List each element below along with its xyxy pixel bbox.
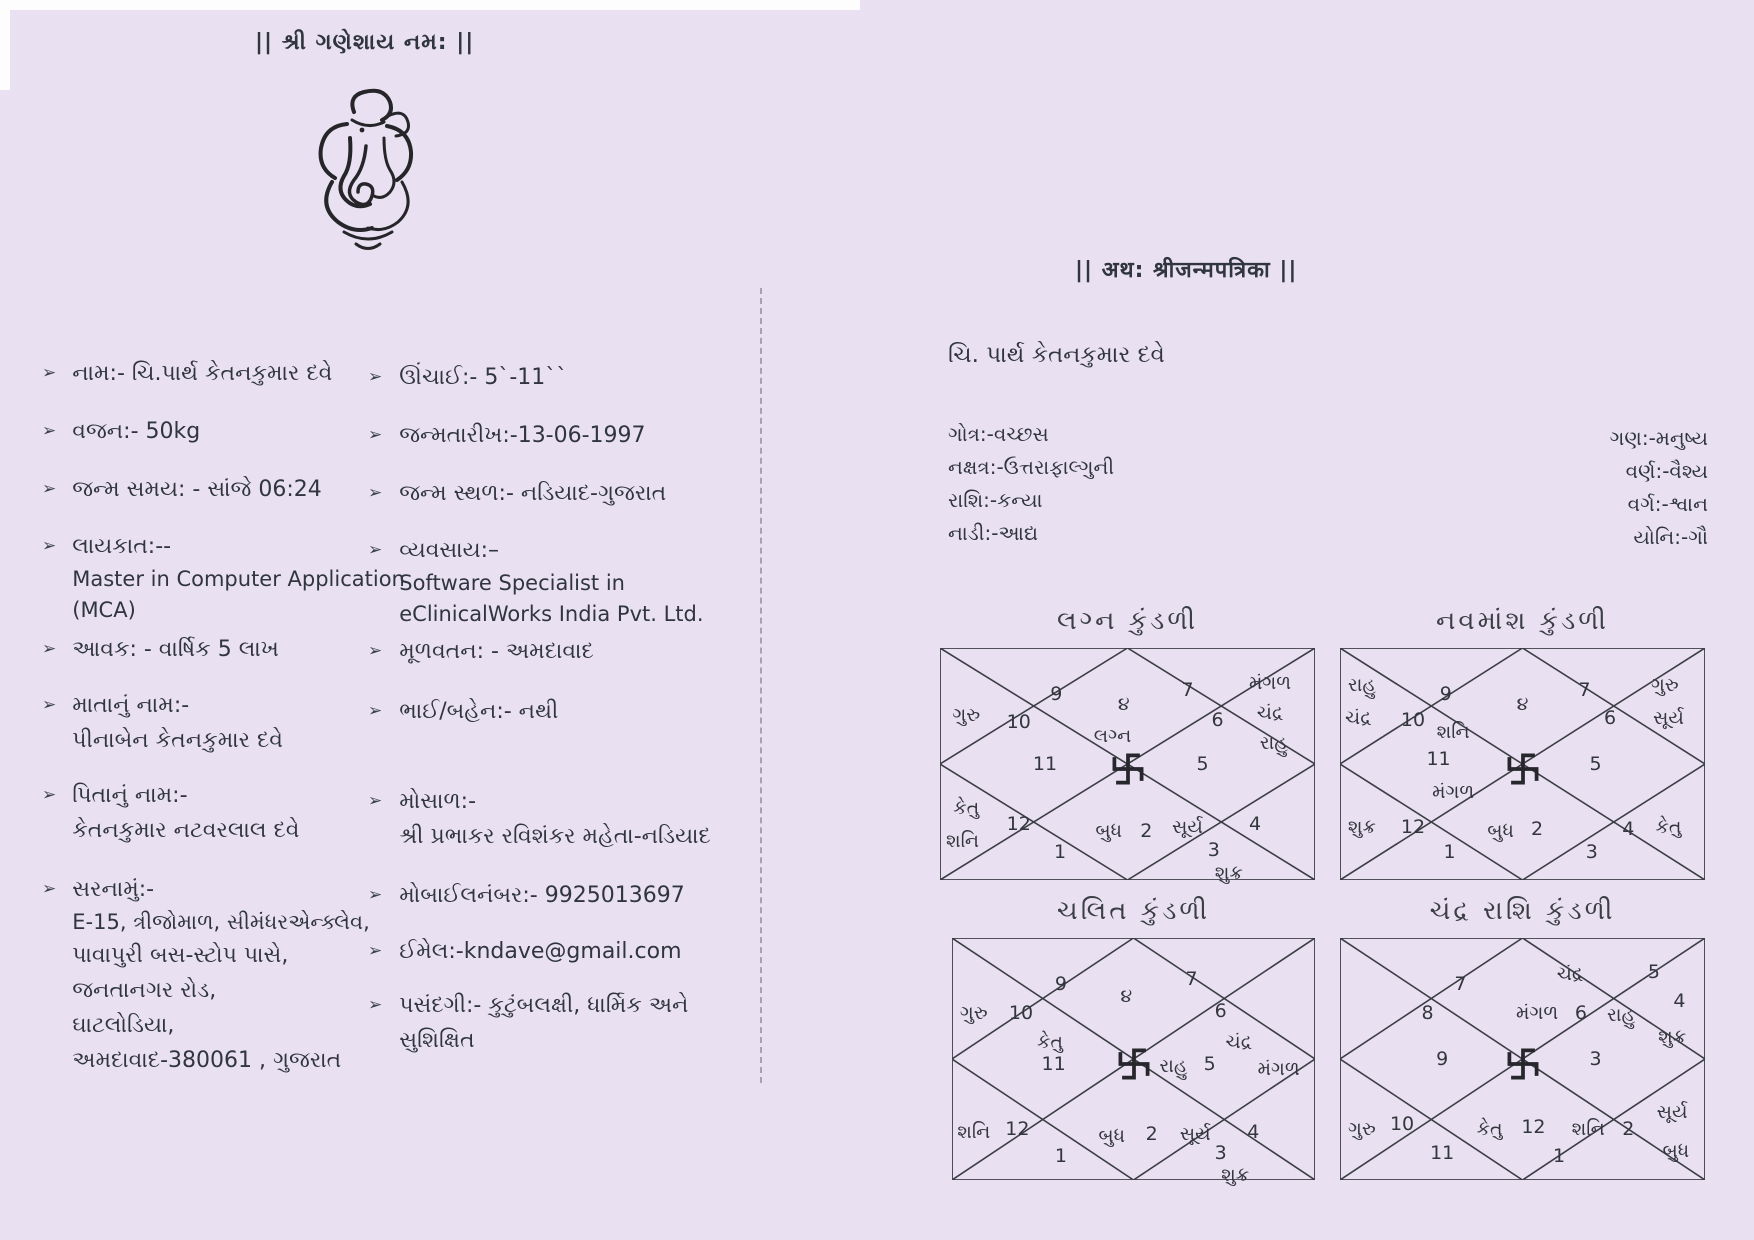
bullet-arrow-icon: ➢ <box>368 367 383 387</box>
bullet-line: મોબાઈલનંબર:- 9925013697 <box>399 883 685 908</box>
bullet-item <box>42 632 279 667</box>
column-divider-line <box>760 288 762 1083</box>
kundali-cell: 2 <box>1145 1123 1158 1146</box>
kundali-cell: 9 <box>1439 683 1452 706</box>
kundali-cell: ૪ <box>1117 692 1130 715</box>
kundali-cell: 10 <box>1400 708 1426 731</box>
kundali-cell: ચંદ્ર <box>1345 706 1372 729</box>
bullet-arrow-icon: ➢ <box>42 879 57 899</box>
horoscope-detail-line: નક્ષત્ર:-ઉત્તરાફાલ્ગુની <box>948 455 1115 479</box>
bullet-line: પિતાનું નામ:- <box>72 783 188 808</box>
kundali-cell: 10 <box>1389 1113 1415 1136</box>
bullet-item-lines <box>72 778 299 848</box>
kundali-cell: રાહુ <box>1347 674 1376 697</box>
bullet-item <box>368 634 594 669</box>
bullet-line: જનતાનગર રોડ, <box>72 978 217 1003</box>
kundali-cell: સૂર્ય <box>1179 1123 1211 1146</box>
kundali-cell: 1 <box>1443 841 1456 864</box>
bullet-arrow-icon: ➢ <box>42 785 57 805</box>
kundali-cell: ૪ <box>1516 692 1529 715</box>
bullet-line: જન્મ સમય: - સાંજે 06:24 <box>72 477 322 502</box>
bullet-item <box>368 878 685 913</box>
kundali-cell: 7 <box>1578 678 1591 701</box>
bullet-item-lines <box>399 934 681 969</box>
bullet-item-lines <box>399 878 684 913</box>
kundali-cell: કેતુ <box>1655 815 1682 838</box>
kundali-cell: શનિ <box>957 1120 991 1143</box>
bullet-arrow-icon: ➢ <box>368 791 383 811</box>
bullet-line: Master in Computer Application <box>72 567 405 591</box>
bullet-item <box>368 360 567 395</box>
bullet-line: eClinicalWorks India Pvt. Ltd. <box>399 602 704 626</box>
kundali-cell: 12 <box>1521 1115 1546 1138</box>
bullet-arrow-icon: ➢ <box>368 540 383 560</box>
swastika-icon <box>1506 752 1540 786</box>
bullet-item <box>368 934 682 969</box>
bullet-line: આવક: - વાર્ષિક 5 લાખ <box>72 637 279 662</box>
kundali-cell: લગ્ન <box>1093 725 1132 748</box>
bullet-line: લાયકાત:-- <box>72 534 172 559</box>
kundali-cell: રાહુ <box>1259 732 1288 755</box>
kundali-cell: 5 <box>1647 960 1660 983</box>
bullet-arrow-icon: ➢ <box>42 639 57 659</box>
kundali-cell: 9 <box>1436 1048 1449 1070</box>
swastika-icon <box>1111 752 1145 786</box>
bullet-arrow-icon: ➢ <box>368 885 383 905</box>
bullet-item-lines <box>399 418 645 453</box>
kundali-cell: 2 <box>1531 817 1544 840</box>
bullet-line: ઘાટલોડિયા, <box>72 1013 175 1038</box>
bullet-arrow-icon: ➢ <box>368 483 383 503</box>
bullet-line: શ્રી પ્રભાકર રવિશંકર મહેતા-નડિયાદ <box>399 824 711 849</box>
scan-white-edge-top <box>0 0 860 10</box>
ganesha-illustration <box>292 86 442 265</box>
kundali-cell: 2 <box>1140 820 1153 843</box>
kundali-cell: 10 <box>1008 1002 1034 1025</box>
kundali-cell: 4 <box>1673 989 1686 1012</box>
bullet-arrow-icon: ➢ <box>368 641 383 661</box>
kundali-cell: 3 <box>1589 1048 1602 1070</box>
bullet-line: ઊંચાઈ:- 5`-11`` <box>399 365 568 390</box>
bullet-line: સુશિક્ષિત <box>399 1028 475 1053</box>
kundali-cell: 7 <box>1185 968 1198 991</box>
bullet-item <box>42 688 283 758</box>
kundali-cell: સૂર્ય <box>1172 815 1203 838</box>
bullet-item <box>42 472 322 507</box>
kundali-chart <box>1340 938 1705 1180</box>
kundali-chart <box>952 938 1315 1187</box>
bullet-line: પીનાબેન કેતનકુમાર દવે <box>72 728 283 753</box>
kundali-cell: 11 <box>1041 1052 1066 1075</box>
kundali-cell: ચંદ્ર <box>1225 1031 1252 1054</box>
bullet-item <box>368 694 558 729</box>
horoscope-detail-line: ગોત્ર:-વચ્છસ <box>948 422 1049 446</box>
kundali-cell: 5 <box>1589 753 1602 775</box>
kundali-cell: 4 <box>1248 813 1262 836</box>
kundali-cell: 9 <box>1054 972 1067 995</box>
kundali-cell: 1 <box>1054 1144 1067 1167</box>
bullet-item <box>42 414 200 449</box>
kundali-cell: 6 <box>1214 999 1227 1022</box>
bullet-line: મોસાળ:- <box>399 789 477 814</box>
kundali-title: ચંદ્ર રાશિ કુંડળી <box>1429 896 1616 926</box>
kundali-cell: 11 <box>1426 748 1451 771</box>
bullet-item-lines <box>72 529 405 626</box>
kundali-cell: 8 <box>1421 1002 1434 1025</box>
bullet-line: ભાઈ/બહેન:- નથી <box>399 699 559 724</box>
kundali-cell: બુધ <box>1662 1139 1690 1162</box>
kundali-cell: ચંદ્ર <box>1256 701 1284 724</box>
bullet-item <box>368 784 711 854</box>
bullet-line: સરનામું:- <box>72 877 155 902</box>
kundali-cell: કેતુ <box>1036 1031 1064 1054</box>
bullet-item-lines <box>72 414 200 449</box>
kundali-cell: 12 <box>1400 815 1426 838</box>
bullet-item <box>42 356 332 391</box>
kundali-cell: શનિ <box>1571 1118 1605 1141</box>
kundali-cell: શુક્ર <box>1658 1026 1687 1049</box>
bullet-item-lines <box>72 872 370 1078</box>
kundali-chart <box>940 648 1315 885</box>
kundali-cell: બુધ <box>1095 820 1123 843</box>
kundali-cell: મંગળ <box>1248 671 1292 694</box>
kundali-cell: 4 <box>1247 1120 1260 1143</box>
bullet-item <box>42 872 370 1078</box>
bullet-item <box>368 476 666 511</box>
kundali-cell: 4 <box>1622 817 1635 840</box>
bullet-item <box>368 533 704 630</box>
kundali-cell: 3 <box>1207 838 1220 861</box>
bullet-line: અમદાવાદ-380061 , ગુજરાત <box>72 1048 342 1073</box>
kundali-cell: મંગળ <box>1432 780 1475 803</box>
kundali-cell: ચંદ્ર <box>1556 963 1584 986</box>
kundali-cell: મંગળ <box>1516 1002 1559 1025</box>
kundali-title: ચલિત કુંડળી <box>1056 896 1211 926</box>
bullet-line: વજન:- 50kg <box>72 419 201 444</box>
bullet-item-lines <box>399 476 666 511</box>
bullet-arrow-icon: ➢ <box>368 995 383 1015</box>
horoscope-name-heading: ચિ. પાર્થ કેતનકુમાર દવે <box>948 342 1165 368</box>
bullet-line: ઈમેલ:-kndave@gmail.com <box>399 939 682 964</box>
bullet-item-lines <box>399 634 594 669</box>
kundali-cell: ગુરુ <box>952 704 981 727</box>
kundali-cell: કેતુ <box>953 797 980 820</box>
bullet-item <box>368 988 688 1058</box>
horoscope-detail-line: વર્ગ:-શ્વાન <box>1627 492 1708 516</box>
bullet-arrow-icon: ➢ <box>42 363 57 383</box>
bullet-arrow-icon: ➢ <box>42 536 57 556</box>
kundali-cell: શુક્ર <box>1214 862 1243 885</box>
bullet-line: પસંદગી:- કુટુંબલક્ષી, ધાર્મિક અને <box>399 993 689 1018</box>
bullet-line: નામ:- ચિ.પાર્થ કેતનકુમાર દવે <box>72 361 333 386</box>
kundali-cell: બુધ <box>1098 1125 1126 1148</box>
kundali-cell: 5 <box>1203 1052 1216 1075</box>
horoscope-detail-line: વર્ણ:-વૈશ્ય <box>1625 459 1708 483</box>
bullet-item <box>42 778 300 848</box>
kundali-cell: 3 <box>1214 1142 1227 1165</box>
bullet-item <box>368 418 646 453</box>
bullet-item-lines <box>399 694 558 729</box>
bullet-item-lines <box>72 688 283 758</box>
bullet-line: જન્મ સ્થળ:- નડિયાદ-ગુજરાત <box>399 481 667 506</box>
kundali-cell: 6 <box>1574 1002 1587 1025</box>
kundali-cell: 12 <box>1005 1118 1030 1141</box>
kundali-title: લગ્ન કુંડળી <box>1056 606 1199 636</box>
bullet-line: પાવાપુરી બસ-સ્ટોપ પાસે, <box>72 943 289 968</box>
kundali-cell: ગુરુ <box>959 1002 988 1025</box>
kundali-cell: શુક્ર <box>1347 815 1376 838</box>
bullet-line: વ્યવસાય:– <box>399 538 500 563</box>
bullet-line: E-15, ત્રીજોમાળ, સીમંધરએન્ક્લેવ, <box>72 910 370 934</box>
kundali-cell: 9 <box>1050 683 1063 706</box>
bullet-arrow-icon: ➢ <box>42 421 57 441</box>
bullet-item-lines <box>72 632 279 667</box>
kundali-cell: સૂર્ય <box>1653 706 1684 729</box>
kundali-cell: 7 <box>1181 678 1194 701</box>
kundali-cell: મંગળ <box>1257 1057 1300 1080</box>
bullet-line: માતાનું નામ:- <box>72 693 190 718</box>
kundali-cell: શુક્ર <box>1221 1164 1250 1187</box>
bullet-arrow-icon: ➢ <box>368 701 383 721</box>
bullet-line: કેતનકુમાર નટવરલાલ દવે <box>72 818 300 843</box>
kundali-cell: 2 <box>1622 1118 1635 1141</box>
kundali-cell: 11 <box>1032 753 1058 775</box>
kundali-cell: 5 <box>1196 753 1209 775</box>
janmapatrika-header: || अथ: श्रीजन्मपत्रिका || <box>1075 258 1298 283</box>
horoscope-detail-line: યોનિ:-ગૌ <box>1633 525 1708 549</box>
bullet-arrow-icon: ➢ <box>42 479 57 499</box>
kundali-cell: 11 <box>1430 1142 1455 1165</box>
kundali-cell: 1 <box>1053 841 1067 864</box>
kundali-cell: ૪ <box>1120 985 1133 1008</box>
horoscope-detail-line: નાડી:-આદ્ય <box>948 521 1039 545</box>
kundali-cell: કેતુ <box>1476 1118 1503 1141</box>
kundali-cell: 3 <box>1585 841 1598 864</box>
bullet-item-lines <box>399 988 688 1058</box>
kundali-cell: 6 <box>1211 708 1224 731</box>
kundali-cell: ગુરુ <box>1650 674 1679 697</box>
kundali-cell: રાહુ <box>1159 1055 1188 1078</box>
bullet-item-lines <box>399 784 711 854</box>
kundali-cell: 6 <box>1604 706 1617 729</box>
kundali-cell: 1 <box>1552 1144 1566 1167</box>
bullet-line: મૂળવતન: - અમદાવાદ <box>399 639 594 664</box>
bullet-item-lines <box>72 472 321 507</box>
bullet-line: (MCA) <box>72 598 136 622</box>
bullet-line: જન્મતારીખ:-13-06-1997 <box>399 423 646 448</box>
kundali-cell: 7 <box>1454 972 1467 995</box>
bullet-arrow-icon: ➢ <box>42 695 57 715</box>
bullet-item-lines <box>399 360 567 395</box>
kundali-cell: 12 <box>1006 813 1031 836</box>
bullet-item <box>42 529 405 626</box>
bullet-line: Software Specialist in <box>399 571 625 595</box>
kundali-cell: રાહુ <box>1607 1004 1636 1027</box>
kundali-cell: બુધ <box>1487 820 1514 843</box>
swastika-icon <box>1117 1047 1151 1081</box>
horoscope-detail-line: ગણ:-મનુષ્ય <box>1609 426 1708 450</box>
horoscope-detail-line: રાશિ:-કન્યા <box>948 488 1043 512</box>
kundali-cell: સૂર્ય <box>1656 1101 1688 1124</box>
bullet-item-lines <box>72 356 332 391</box>
kundali-title: નવમાંશ કુંડળી <box>1436 606 1609 636</box>
kundali-cell: 10 <box>1006 711 1031 734</box>
scan-white-edge-left <box>0 0 10 90</box>
swastika-icon <box>1506 1047 1540 1081</box>
kundali-cell: શનિ <box>1436 720 1470 743</box>
kundali-cell: શનિ <box>945 829 980 852</box>
kundali-cell: ગુરુ <box>1347 1118 1376 1141</box>
bullet-arrow-icon: ➢ <box>368 425 383 445</box>
invocation-header: || શ્રી ગણેશાય નમ: || <box>255 30 475 55</box>
kundali-chart <box>1340 648 1705 880</box>
bullet-item-lines <box>399 533 703 630</box>
bullet-arrow-icon: ➢ <box>368 941 383 961</box>
